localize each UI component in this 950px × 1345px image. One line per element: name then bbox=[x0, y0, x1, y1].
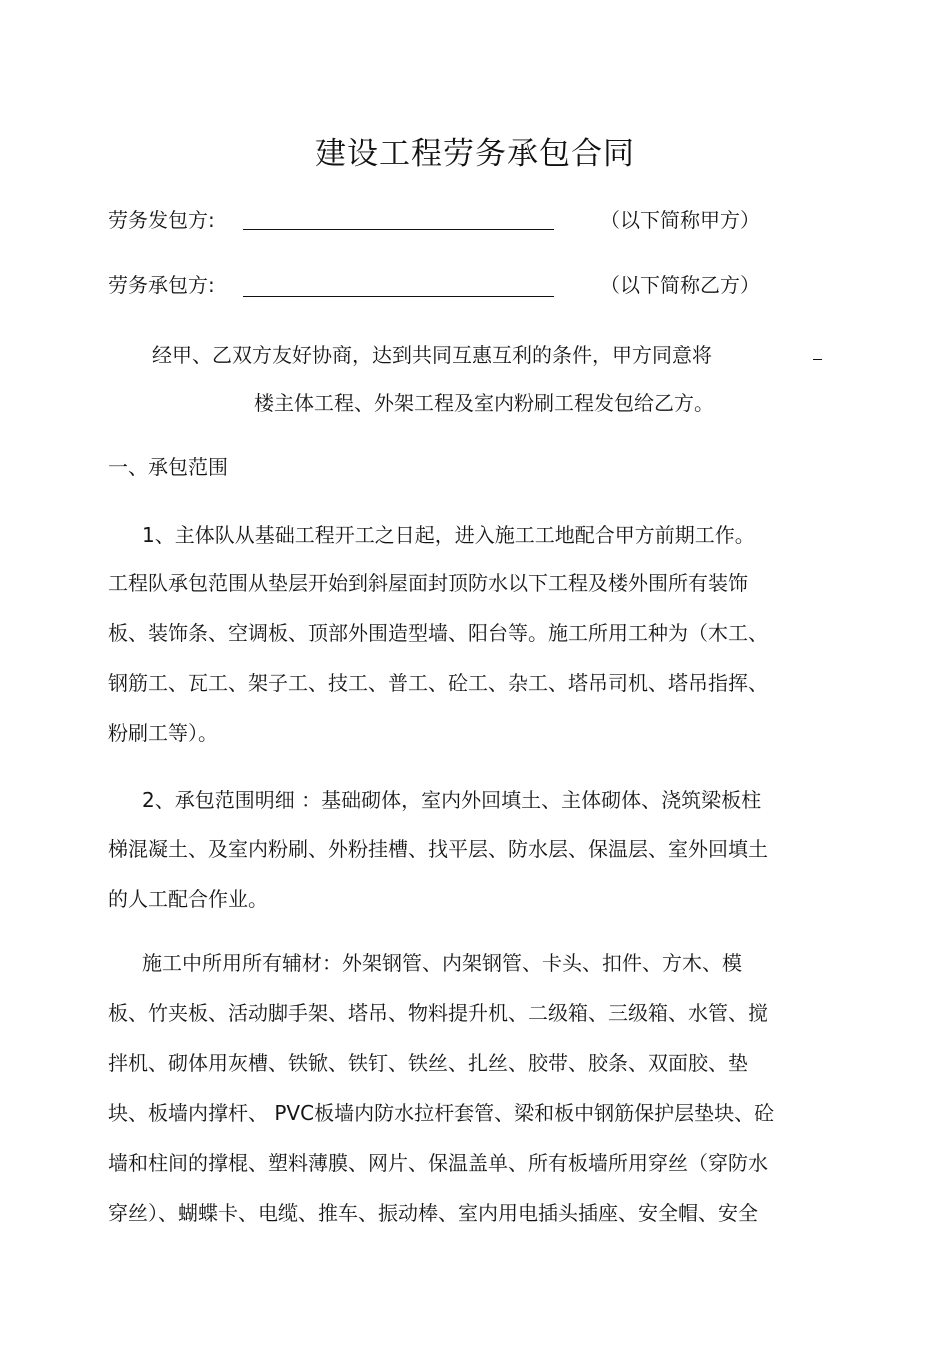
para-3-line: 穿丝）、蝴蝶卡、电缆、推车、振动棒、室内用电插头插座、安全帽、安全 bbox=[108, 1201, 758, 1225]
para-3-line: 施工中所用所有辅材：外架钢管、内架钢管、卡头、扣件、方木、模 bbox=[142, 951, 742, 975]
para-1-line: 板、装饰条、空调板、顶部外围造型墙、阳台等。施工所用工种为（木工、 bbox=[108, 621, 768, 645]
para-1-line: 钢筋工、瓦工、架子工、技工、普工、砼工、杂工、塔吊司机、塔吊指挥、 bbox=[108, 671, 768, 695]
para-3-line: 板、竹夹板、活动脚手架、塔吊、物料提升机、二级箱、三级箱、水管、搅 bbox=[108, 1001, 768, 1025]
document-title: 建设工程劳务承包合同 bbox=[315, 136, 635, 172]
party-a-label: 劳务发包方: bbox=[108, 208, 215, 232]
para-1-line: 粉刷工等）。 bbox=[108, 721, 218, 745]
party-b-note: （以下简称乙方） bbox=[600, 273, 760, 297]
intro-line-1: 经甲、乙双方友好协商，达到共同互惠互利的条件，甲方同意将 bbox=[152, 343, 712, 367]
intro-blank-line bbox=[813, 359, 822, 360]
para-1-line: 1、主体队从基础工程开工之日起，进入施工工地配合甲方前期工作。 bbox=[142, 523, 755, 547]
para-2-line: 梯混凝土、及室内粉刷、外粉挂槽、找平层、防水层、保温层、室外回填土 bbox=[108, 837, 768, 861]
party-a-note: （以下简称甲方） bbox=[600, 208, 760, 232]
para-3-line: 墙和柱间的撑棍、塑料薄膜、网片、保温盖单、所有板墙所用穿丝（穿防水 bbox=[108, 1151, 768, 1175]
para-3-line: 块、板墙内撑杆、 PVC板墙内防水拉杆套管、梁和板中钢筋保护层垫块、砼 bbox=[108, 1101, 775, 1125]
party-b-blank-line bbox=[243, 296, 554, 297]
party-b-label: 劳务承包方: bbox=[108, 273, 215, 297]
para-2-line: 2、承包范围明细 ：基础砌体，室内外回填土、主体砌体、浇筑梁板柱 bbox=[142, 788, 762, 812]
para-3-line: 拌机、砌体用灰槽、铁锨、铁钉、铁丝、扎丝、胶带、胶条、双面胶、垫 bbox=[108, 1051, 748, 1075]
intro-line-2: 楼主体工程、外架工程及室内粉刷工程发包给乙方。 bbox=[254, 391, 714, 415]
para-2-line: 的人工配合作业。 bbox=[108, 887, 268, 911]
party-a-blank-line bbox=[243, 229, 554, 230]
section-heading-scope: 一、承包范围 bbox=[108, 455, 228, 479]
para-1-line: 工程队承包范围从垫层开始到斜屋面封顶防水以下工程及楼外围所有装饰 bbox=[108, 571, 748, 595]
